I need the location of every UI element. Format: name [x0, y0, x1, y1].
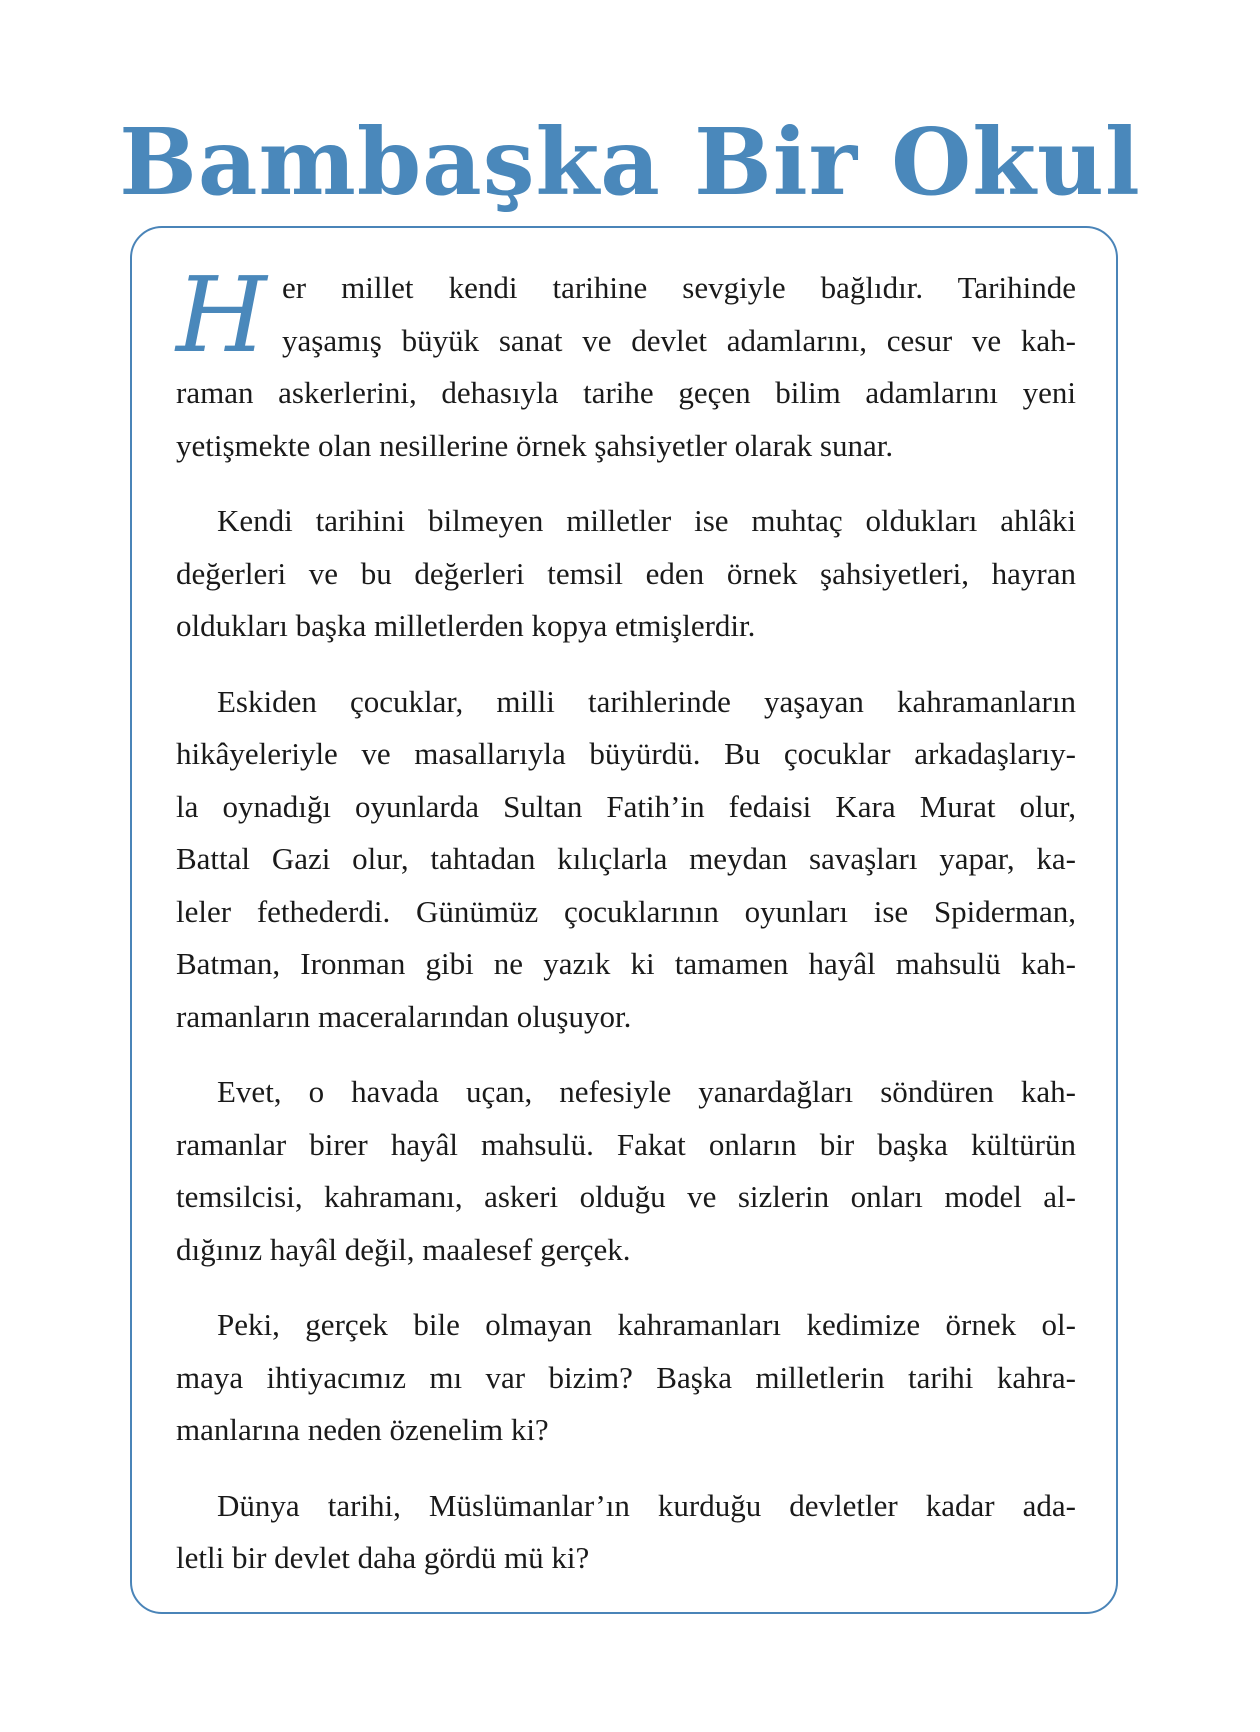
text-line: Evet, o havada uçan, nefesiyle yanardağları söndüren kah-: [217, 1074, 1076, 1109]
text-line: dığınız hayâl değil, maalesef gerçek.: [176, 1231, 631, 1267]
paragraph: [176, 1066, 1076, 1276]
text-line: Peki, gerçek bile olmayan kahramanları kedimize örnek ol-: [217, 1307, 1076, 1342]
paragraph: [176, 495, 1076, 653]
text-line: Dünya tarihi, Müslümanlar’ın kurduğu devletler kadar ada-: [217, 1487, 1076, 1523]
text-line: temsilcisi, kahramanı, askeri olduğu ve sizlerin onları model al-: [176, 1179, 1076, 1214]
text-line: er millet kendi tarihine sevgiyle bağlıdır. Tarihinde: [282, 270, 1076, 305]
text-line: hikâyeleriyle ve masallarıyla büyürdü. Bu çocuklar arkadaşlarıy-: [176, 736, 1076, 771]
text-line: maya ihtiyacımız mı var bizim? Başka milletlerin tarihi kahra-: [176, 1359, 1076, 1395]
text-line: yetişmekte olan nesillerine örnek şahsiyetler olarak sunar.: [176, 427, 894, 463]
text-line: Kendi tarihini bilmeyen milletler ise muhtaç oldukları ahlâki: [217, 503, 1076, 538]
text-line: leler fethederdi. Günümüz çocuklarının oyunları ise Spiderman,: [176, 893, 1076, 929]
text-line: ramanların maceralarından oluşuyor.: [176, 998, 632, 1034]
text-line: la oynadığı oyunlarda Sultan Fatih’in fedaisi Kara Murat olur,: [176, 788, 1076, 824]
text-line: manlarına neden özenelim ki?: [176, 1412, 549, 1447]
drop-cap: H: [176, 254, 267, 376]
paragraph: [176, 1480, 1076, 1585]
text-line: yaşamış büyük sanat ve devlet adamlarını, cesur ve kah-: [282, 322, 1076, 358]
text-line: değerleri ve bu değerleri temsil eden örnek şahsiyetleri, hayran: [176, 555, 1076, 591]
text-line: Batman, Ironman gibi ne yazık ki tamamen hayâl mahsulü kah-: [176, 946, 1076, 981]
text-line: Eskiden çocuklar, milli tarihlerinde yaşayan kahramanların: [217, 683, 1076, 719]
body-text: [176, 254, 1076, 1608]
text-line: ramanlar birer hayâl mahsulü. Fakat onların bir başka kültürün: [176, 1126, 1076, 1162]
page-title: Bambaşka Bir Okul: [119, 108, 1141, 216]
paragraph: [176, 676, 1076, 1044]
paragraph: [176, 1299, 1076, 1457]
text-line: letli bir devlet daha gördü mü ki?: [176, 1540, 590, 1575]
paragraph: [176, 254, 1076, 472]
text-line: oldukları başka milletlerden kopya etmişlerdir.: [176, 608, 756, 643]
text-line: Battal Gazi olur, tahtadan kılıçlarla meydan savaşları yapar, ka-: [176, 841, 1076, 876]
text-line: raman askerlerini, dehasıyla tarihe geçen bilim adamlarını yeni: [176, 375, 1076, 410]
